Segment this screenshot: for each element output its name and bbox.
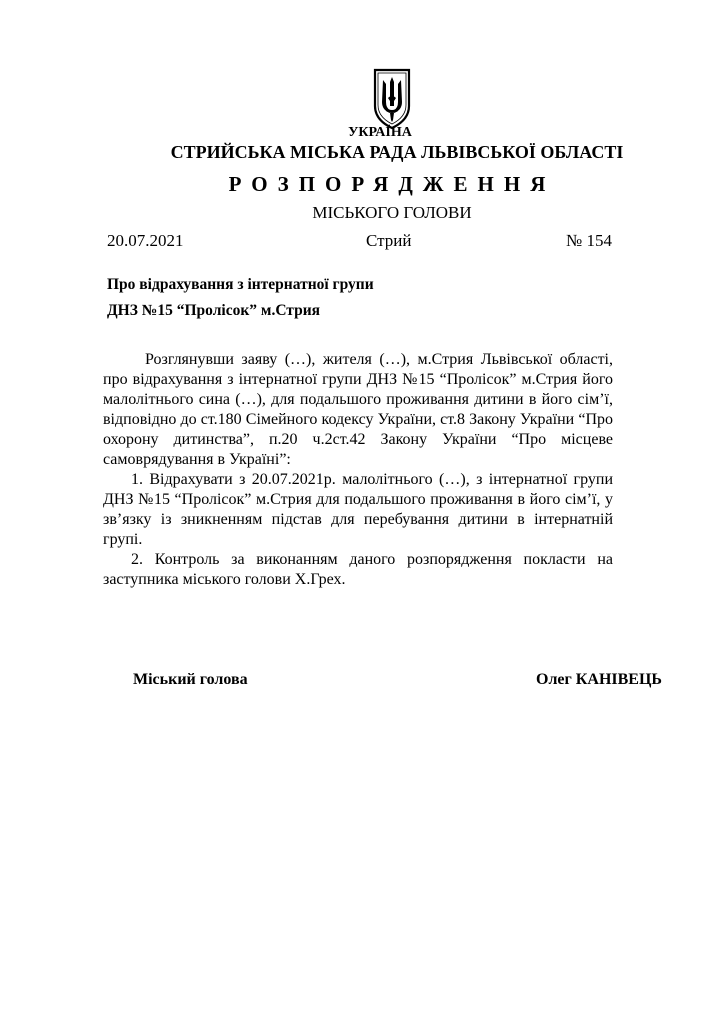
document-number: № 154	[566, 231, 612, 250]
signature-title: Міський голова	[133, 671, 248, 688]
document-date: 20.07.2021	[107, 231, 184, 250]
document-city: Стрий	[366, 231, 412, 250]
body-item-1: 1. Відрахувати з 20.07.2021р. малолітнього (…), з інтернатної групи ДНЗ №15 “Пролісок” м.Стрия для подальшого проживання в його сім’ї, у зв’язку із зникненням підстав для перебування дитини в інтернатній групі.	[103, 471, 613, 548]
signature-name: Олег КАНІВЕЦЬ	[536, 671, 662, 688]
council-name: СТРИЙСЬКА МІСЬКА РАДА ЛЬВІВСЬКОЇ ОБЛАСТІ	[170, 142, 624, 162]
trident-coat-of-arms-icon	[372, 68, 412, 130]
subject-line-1: Про відрахування з інтернатної групи	[107, 276, 374, 293]
document-issuer: МІСЬКОГО ГОЛОВИ	[312, 203, 472, 222]
subject-line-2: ДНЗ №15 “Пролісок” м.Стрия	[107, 302, 321, 319]
document-body	[103, 350, 613, 590]
country-name: УКРАЇНА	[348, 125, 412, 140]
document-type: РОЗПОРЯДЖЕННЯ	[228, 172, 556, 196]
body-item-2: 2. Контроль за виконанням даного розпорядження покласти на заступника міського голови Х.Грех.	[103, 551, 613, 588]
body-intro-paragraph: Розглянувши заяву (…), жителя (…), м.Стрия Львівської області, про відрахування з інтернатної групи ДНЗ №15 “Пролісок” м.Стрия його малолітнього сина (…), для подальшого проживання дитини в його сім’ї, відповідно до ст.180 Сімейного кодексу України, ст.8 Закону України “Про охорону дитинства”, п.20 ч.2ст.42 Закону України “Про місцеве самоврядування в Україні”:	[103, 351, 613, 468]
